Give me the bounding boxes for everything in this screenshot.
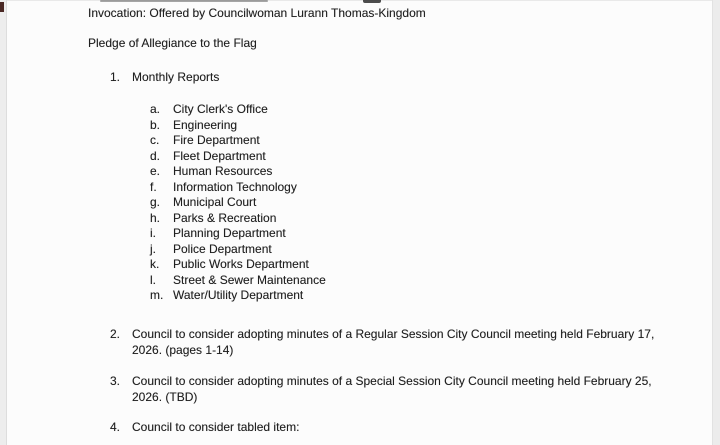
sublist-text: Police Department (173, 241, 272, 256)
sublist-item-street-sewer-maintenance (150, 273, 326, 289)
sublist-letter: e. (150, 164, 161, 178)
sublist-item-information-technology (150, 180, 326, 196)
page-left-edge (0, 0, 7, 445)
sublist-letter: h. (150, 210, 161, 225)
pledge-line: Pledge of Allegiance to the Flag (88, 36, 257, 50)
item-text: Monthly Reports (132, 70, 220, 84)
sublist-text: Street & Sewer Maintenance (173, 272, 326, 287)
sublist-letter: f. (150, 179, 157, 194)
sublist-item-water-utility-department (150, 288, 326, 304)
sublist-letter: k. (150, 257, 160, 271)
agenda-item-monthly-reports (110, 69, 219, 85)
item-number: 3. (110, 374, 121, 388)
agenda-item-tabled-item (110, 419, 299, 435)
sublist-letter: d. (150, 148, 161, 163)
sublist-item-planning-department (150, 226, 326, 242)
sublist-text: Planning Department (173, 226, 286, 240)
sublist-letter: m. (150, 288, 164, 302)
sublist-text: Human Resources (173, 164, 273, 178)
sublist-text: Municipal Court (173, 195, 257, 209)
sublist-text: Public Works Department (173, 257, 309, 271)
page-right-edge (712, 0, 720, 445)
agenda-item-special-session-minutes (110, 373, 652, 405)
sublist-text: City Clerk's Office (173, 102, 268, 116)
sublist-letter: a. (150, 102, 161, 116)
sublist-item-fleet-department (150, 149, 326, 165)
item-text-line-2: 2026. (TBD) (132, 390, 198, 404)
sublist-item-municipal-court (150, 195, 326, 211)
sublist-item-public-works-department (150, 257, 326, 273)
top-crop-artifact-left (100, 0, 268, 2)
corner-artifact-mark (0, 2, 4, 12)
sublist-letter: c. (150, 133, 160, 147)
sublist-item-human-resources (150, 164, 326, 180)
sublist-item-engineering (150, 118, 326, 134)
item-text-lines (132, 326, 654, 358)
item-text-line-1: Council to consider adopting minutes of a Regular Session City Council meeting held February 17, (132, 327, 655, 341)
agenda-item-regular-session-minutes (110, 326, 654, 358)
item-text-lines (132, 373, 652, 405)
sublist-text: Information Technology (173, 179, 297, 194)
sublist-letter: l. (150, 272, 156, 287)
sublist-item-city-clerks-office (150, 102, 326, 118)
sublist-text: Fleet Department (173, 148, 266, 163)
invocation-line: Invocation: Offered by Councilwoman Lurann Thomas-Kingdom (88, 6, 426, 20)
sublist-letter: i. (150, 226, 156, 240)
monthly-reports-sublist (150, 102, 326, 304)
item-text: Council to consider tabled item: (132, 420, 300, 434)
item-text-line-1: Council to consider adopting minutes of a Special Session City Council meeting held February 25, (132, 374, 652, 388)
sublist-letter: g. (150, 195, 161, 209)
sublist-item-parks-recreation (150, 211, 326, 227)
sublist-text: Water/Utility Department (173, 288, 304, 302)
top-crop-artifact-right (363, 0, 381, 3)
item-number: 2. (110, 327, 121, 341)
sublist-item-police-department (150, 242, 326, 258)
item-number: 4. (110, 420, 121, 434)
item-text-line-2: 2026. (pages 1-14) (132, 343, 234, 357)
sublist-text: Parks & Recreation (173, 210, 277, 225)
sublist-item-fire-department (150, 133, 326, 149)
sublist-letter: b. (150, 117, 161, 132)
sublist-letter: j. (150, 241, 156, 256)
sublist-text: Fire Department (173, 133, 260, 147)
sublist-text: Engineering (173, 117, 238, 132)
item-number: 1. (110, 70, 121, 84)
